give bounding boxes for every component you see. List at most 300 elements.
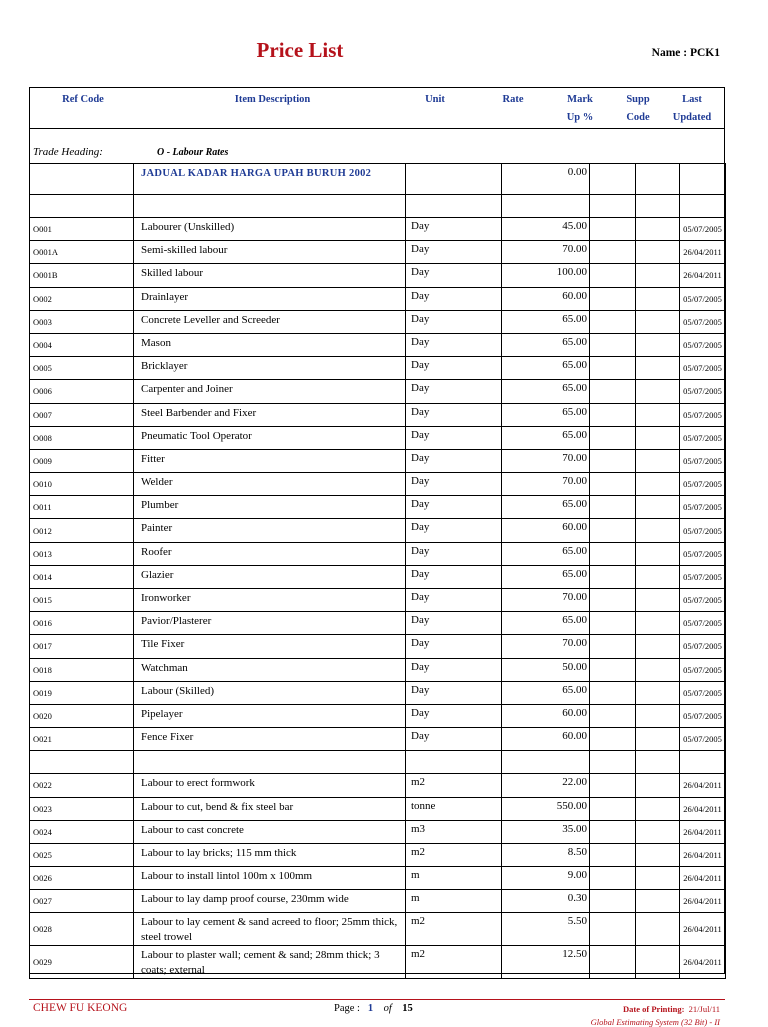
unit-cell: Day xyxy=(406,241,502,264)
mark-up-cell xyxy=(590,218,636,241)
rate-cell: 70.00 xyxy=(502,473,590,496)
table-row xyxy=(30,218,726,241)
supp-code-cell xyxy=(636,333,680,356)
rate-cell: 35.00 xyxy=(502,820,590,843)
mark-up-cell xyxy=(590,589,636,612)
unit-cell xyxy=(406,195,502,218)
col-supp-code xyxy=(617,91,659,127)
mark-up-cell xyxy=(590,751,636,774)
ref-code-cell: O001A xyxy=(30,241,134,264)
ref-code-cell: O015 xyxy=(30,589,134,612)
footer-date-value: 21/Jul/11 xyxy=(688,1004,720,1014)
description-cell: Labour (Skilled) xyxy=(134,681,406,704)
mark-up-cell xyxy=(590,357,636,380)
supp-code-cell xyxy=(636,820,680,843)
mark-up-cell xyxy=(590,658,636,681)
description-cell: Labour to install lintol 100m x 100mm xyxy=(134,867,406,890)
table-row xyxy=(30,658,726,681)
description-cell: Concrete Leveller and Screeder xyxy=(134,310,406,333)
last-updated-cell: 26/04/2011 xyxy=(680,890,726,913)
rate-cell xyxy=(502,195,590,218)
col-rate: Rate xyxy=(502,94,524,105)
last-updated-cell: 05/07/2005 xyxy=(680,357,726,380)
supp-code-cell xyxy=(636,426,680,449)
table-row xyxy=(30,946,726,979)
description-cell: Labour to erect formwork xyxy=(134,774,406,797)
description-cell: Fence Fixer xyxy=(134,728,406,751)
spacer-row xyxy=(30,751,726,774)
mark-up-cell xyxy=(590,913,636,946)
footer-page-label: Page : xyxy=(334,1003,360,1014)
description-cell: Labour to cut, bend & fix steel bar xyxy=(134,797,406,820)
rate-cell: 5.50 xyxy=(502,913,590,946)
table-row xyxy=(30,774,726,797)
col-last-updated-line1: Last xyxy=(682,94,702,105)
supp-code-cell xyxy=(636,589,680,612)
table-row xyxy=(30,820,726,843)
table-row xyxy=(30,797,726,820)
supp-code-cell xyxy=(636,519,680,542)
ref-code-cell: O020 xyxy=(30,704,134,727)
rate-cell: 60.00 xyxy=(502,728,590,751)
page-title: Price List xyxy=(256,38,344,62)
last-updated-cell: 05/07/2005 xyxy=(680,403,726,426)
mark-up-cell xyxy=(590,519,636,542)
mark-up-cell xyxy=(590,496,636,519)
table-row xyxy=(30,380,726,403)
trade-heading-value: O - Labour Rates xyxy=(157,147,229,158)
description-cell: JADUAL KADAR HARGA UPAH BURUH 2002 xyxy=(134,164,406,195)
unit-cell: Day xyxy=(406,635,502,658)
column-header xyxy=(29,87,725,129)
unit-cell: m3 xyxy=(406,820,502,843)
supp-code-cell xyxy=(636,473,680,496)
rate-cell: 70.00 xyxy=(502,241,590,264)
ref-code-cell: O001B xyxy=(30,264,134,287)
supp-code-cell xyxy=(636,946,680,979)
unit-cell: Day xyxy=(406,264,502,287)
rate-cell: 100.00 xyxy=(502,264,590,287)
supp-code-cell xyxy=(636,658,680,681)
unit-cell: Day xyxy=(406,310,502,333)
supp-code-cell xyxy=(636,565,680,588)
unit-cell: Day xyxy=(406,473,502,496)
supp-code-cell xyxy=(636,357,680,380)
table-row xyxy=(30,426,726,449)
description-cell: Pavior/Plasterer xyxy=(134,612,406,635)
mark-up-cell xyxy=(590,333,636,356)
ref-code-cell: O022 xyxy=(30,774,134,797)
last-updated-cell: 05/07/2005 xyxy=(680,380,726,403)
rate-cell: 0.00 xyxy=(502,164,590,195)
supp-code-cell xyxy=(636,635,680,658)
unit-cell: Day xyxy=(406,380,502,403)
table-row xyxy=(30,681,726,704)
mark-up-cell xyxy=(590,820,636,843)
supp-code-cell xyxy=(636,449,680,472)
mark-up-cell xyxy=(590,449,636,472)
unit-cell: m2 xyxy=(406,774,502,797)
mark-up-cell xyxy=(590,843,636,866)
unit-cell: Day xyxy=(406,612,502,635)
mark-up-cell xyxy=(590,797,636,820)
mark-up-cell xyxy=(590,867,636,890)
last-updated-cell: 05/07/2005 xyxy=(680,310,726,333)
table-row xyxy=(30,241,726,264)
rate-cell: 65.00 xyxy=(502,357,590,380)
ref-code-cell: O004 xyxy=(30,333,134,356)
rate-cell: 65.00 xyxy=(502,496,590,519)
ref-code-cell xyxy=(30,195,134,218)
col-item-description: Item Description xyxy=(234,94,311,105)
ref-code-cell: O008 xyxy=(30,426,134,449)
mark-up-cell xyxy=(590,164,636,195)
last-updated-cell: 05/07/2005 xyxy=(680,658,726,681)
table-row xyxy=(30,843,726,866)
table-row xyxy=(30,310,726,333)
unit-cell: Day xyxy=(406,589,502,612)
last-updated-cell: 05/07/2005 xyxy=(680,496,726,519)
footer-system: Global Estimating System (32 Bit) - II xyxy=(590,1017,720,1027)
table-row xyxy=(30,333,726,356)
col-ref-code: Ref Code xyxy=(62,94,104,105)
description-cell: Labour to lay damp proof course, 230mm wide xyxy=(134,890,406,913)
rate-cell: 65.00 xyxy=(502,380,590,403)
table-row xyxy=(30,612,726,635)
footer-print-date xyxy=(623,1004,720,1014)
supp-code-cell xyxy=(636,310,680,333)
description-cell: Labour to plaster wall; cement & sand; 28mm thick; 3 coats; external xyxy=(134,946,406,979)
description-cell: Ironworker xyxy=(134,589,406,612)
table-row xyxy=(30,449,726,472)
unit-cell xyxy=(406,751,502,774)
ref-code-cell: O005 xyxy=(30,357,134,380)
rate-cell: 22.00 xyxy=(502,774,590,797)
description-cell: Painter xyxy=(134,519,406,542)
col-last-updated xyxy=(668,91,716,127)
unit-cell: Day xyxy=(406,496,502,519)
ref-code-cell: O007 xyxy=(30,403,134,426)
ref-code-cell: O006 xyxy=(30,380,134,403)
description-cell: Bricklayer xyxy=(134,357,406,380)
unit-cell: Day xyxy=(406,333,502,356)
col-last-updated-line2: Updated xyxy=(672,112,712,123)
rate-cell: 65.00 xyxy=(502,403,590,426)
supp-code-cell xyxy=(636,164,680,195)
rate-cell: 12.50 xyxy=(502,946,590,979)
last-updated-cell: 05/07/2005 xyxy=(680,704,726,727)
ref-code-cell: O012 xyxy=(30,519,134,542)
ref-code-cell: O016 xyxy=(30,612,134,635)
supp-code-cell xyxy=(636,681,680,704)
unit-cell: Day xyxy=(406,426,502,449)
col-mark-up xyxy=(560,91,600,127)
supp-code-cell xyxy=(636,774,680,797)
supp-code-cell xyxy=(636,728,680,751)
mark-up-cell xyxy=(590,946,636,979)
description-cell: Semi-skilled labour xyxy=(134,241,406,264)
mark-up-cell xyxy=(590,612,636,635)
mark-up-cell xyxy=(590,473,636,496)
footer-page-total: 15 xyxy=(402,1003,413,1014)
description-cell: Labourer (Unskilled) xyxy=(134,218,406,241)
last-updated-cell: 05/07/2005 xyxy=(680,728,726,751)
col-mark-up-line2: Up % xyxy=(566,112,594,123)
description-cell: Watchman xyxy=(134,658,406,681)
col-supp-code-line2: Code xyxy=(626,112,650,123)
unit-cell: Day xyxy=(406,542,502,565)
supp-code-cell xyxy=(636,843,680,866)
last-updated-cell: 26/04/2011 xyxy=(680,774,726,797)
unit-cell: Day xyxy=(406,287,502,310)
ref-code-cell: O018 xyxy=(30,658,134,681)
rate-cell: 60.00 xyxy=(502,287,590,310)
unit-cell: Day xyxy=(406,658,502,681)
rate-cell: 65.00 xyxy=(502,565,590,588)
ref-code-cell: O021 xyxy=(30,728,134,751)
supp-code-cell xyxy=(636,890,680,913)
unit-cell: Day xyxy=(406,357,502,380)
description-cell: Steel Barbender and Fixer xyxy=(134,403,406,426)
table-row xyxy=(30,287,726,310)
table-row xyxy=(30,473,726,496)
description-cell: Skilled labour xyxy=(134,264,406,287)
table-row xyxy=(30,496,726,519)
ref-code-cell: O025 xyxy=(30,843,134,866)
rate-cell: 60.00 xyxy=(502,704,590,727)
last-updated-cell: 05/07/2005 xyxy=(680,333,726,356)
mark-up-cell xyxy=(590,704,636,727)
rate-cell xyxy=(502,751,590,774)
supp-code-cell xyxy=(636,612,680,635)
table-row xyxy=(30,589,726,612)
unit-cell: m2 xyxy=(406,843,502,866)
last-updated-cell: 05/07/2005 xyxy=(680,426,726,449)
unit-cell: m2 xyxy=(406,913,502,946)
ref-code-cell: O013 xyxy=(30,542,134,565)
mark-up-cell xyxy=(590,310,636,333)
mark-up-cell xyxy=(590,195,636,218)
description-cell: Pneumatic Tool Operator xyxy=(134,426,406,449)
last-updated-cell xyxy=(680,195,726,218)
last-updated-cell: 26/04/2011 xyxy=(680,264,726,287)
table-row xyxy=(30,728,726,751)
supp-code-cell xyxy=(636,218,680,241)
rate-cell: 70.00 xyxy=(502,635,590,658)
ref-code-cell: O026 xyxy=(30,867,134,890)
col-unit: Unit xyxy=(425,94,445,105)
unit-cell xyxy=(406,164,502,195)
unit-cell: Day xyxy=(406,449,502,472)
unit-cell: Day xyxy=(406,681,502,704)
footer-of-label: of xyxy=(383,1003,392,1014)
last-updated-cell: 05/07/2005 xyxy=(680,681,726,704)
table-row xyxy=(30,264,726,287)
supp-code-cell xyxy=(636,496,680,519)
mark-up-cell xyxy=(590,565,636,588)
ref-code-cell: O011 xyxy=(30,496,134,519)
last-updated-cell xyxy=(680,751,726,774)
footer-page-info xyxy=(334,1003,413,1014)
rate-cell: 65.00 xyxy=(502,542,590,565)
mark-up-cell xyxy=(590,635,636,658)
supp-code-cell xyxy=(636,287,680,310)
last-updated-cell: 05/07/2005 xyxy=(680,542,726,565)
ref-code-cell: O019 xyxy=(30,681,134,704)
name-label: Name : PCK1 xyxy=(651,47,720,59)
description-cell: Drainlayer xyxy=(134,287,406,310)
mark-up-cell xyxy=(590,403,636,426)
last-updated-cell: 05/07/2005 xyxy=(680,449,726,472)
supp-code-cell xyxy=(636,867,680,890)
description-cell xyxy=(134,751,406,774)
unit-cell: m xyxy=(406,867,502,890)
last-updated-cell: 26/04/2011 xyxy=(680,843,726,866)
rate-cell: 60.00 xyxy=(502,519,590,542)
spacer-row xyxy=(30,195,726,218)
supp-code-cell xyxy=(636,797,680,820)
last-updated-cell: 05/07/2005 xyxy=(680,473,726,496)
unit-cell: m xyxy=(406,890,502,913)
unit-cell: tonne xyxy=(406,797,502,820)
rate-cell: 65.00 xyxy=(502,426,590,449)
last-updated-cell: 26/04/2011 xyxy=(680,946,726,979)
last-updated-cell: 26/04/2011 xyxy=(680,820,726,843)
last-updated-cell: 05/07/2005 xyxy=(680,635,726,658)
supp-code-cell xyxy=(636,195,680,218)
rate-cell: 65.00 xyxy=(502,612,590,635)
ref-code-cell: O029 xyxy=(30,946,134,979)
last-updated-cell: 05/07/2005 xyxy=(680,612,726,635)
ref-code-cell: O014 xyxy=(30,565,134,588)
description-cell: Fitter xyxy=(134,449,406,472)
supp-code-cell xyxy=(636,264,680,287)
description-cell: Roofer xyxy=(134,542,406,565)
description-cell: Pipelayer xyxy=(134,704,406,727)
ref-code-cell xyxy=(30,164,134,195)
last-updated-cell: 05/07/2005 xyxy=(680,589,726,612)
last-updated-cell: 26/04/2011 xyxy=(680,867,726,890)
col-supp-code-line1: Supp xyxy=(626,94,650,105)
rate-cell: 9.00 xyxy=(502,867,590,890)
description-cell: Labour to lay bricks; 115 mm thick xyxy=(134,843,406,866)
supp-code-cell xyxy=(636,380,680,403)
ref-code-cell: O027 xyxy=(30,890,134,913)
price-table xyxy=(29,163,726,979)
mark-up-cell xyxy=(590,890,636,913)
rate-cell: 70.00 xyxy=(502,589,590,612)
last-updated-cell: 05/07/2005 xyxy=(680,287,726,310)
ref-code-cell: O001 xyxy=(30,218,134,241)
table-row xyxy=(30,357,726,380)
description-cell: Plumber xyxy=(134,496,406,519)
table-row xyxy=(30,704,726,727)
ref-code-cell: O028 xyxy=(30,913,134,946)
ref-code-cell: O017 xyxy=(30,635,134,658)
ref-code-cell: O002 xyxy=(30,287,134,310)
description-cell: Welder xyxy=(134,473,406,496)
last-updated-cell: 05/07/2005 xyxy=(680,519,726,542)
rate-cell: 65.00 xyxy=(502,681,590,704)
ref-code-cell xyxy=(30,751,134,774)
last-updated-cell: 26/04/2011 xyxy=(680,241,726,264)
mark-up-cell xyxy=(590,728,636,751)
description-cell: Mason xyxy=(134,333,406,356)
rate-cell: 70.00 xyxy=(502,449,590,472)
description-cell: Carpenter and Joiner xyxy=(134,380,406,403)
description-cell: Tile Fixer xyxy=(134,635,406,658)
table-row xyxy=(30,867,726,890)
mark-up-cell xyxy=(590,426,636,449)
mark-up-cell xyxy=(590,287,636,310)
last-updated-cell: 26/04/2011 xyxy=(680,797,726,820)
footer-page-number: 1 xyxy=(367,1003,374,1014)
footer-date-label: Date of Printing: xyxy=(623,1004,685,1014)
footer-divider xyxy=(29,999,725,1000)
last-updated-cell xyxy=(680,164,726,195)
ref-code-cell: O024 xyxy=(30,820,134,843)
unit-cell: Day xyxy=(406,728,502,751)
rate-cell: 65.00 xyxy=(502,333,590,356)
last-updated-cell: 05/07/2005 xyxy=(680,565,726,588)
table-row xyxy=(30,403,726,426)
unit-cell: Day xyxy=(406,218,502,241)
table-row xyxy=(30,519,726,542)
table-row xyxy=(30,913,726,946)
mark-up-cell xyxy=(590,681,636,704)
supp-code-cell xyxy=(636,751,680,774)
unit-cell: m2 xyxy=(406,946,502,979)
mark-up-cell xyxy=(590,264,636,287)
unit-cell: Day xyxy=(406,565,502,588)
trade-heading-label: Trade Heading: xyxy=(33,146,103,158)
last-updated-cell: 05/07/2005 xyxy=(680,218,726,241)
supp-code-cell xyxy=(636,241,680,264)
description-cell xyxy=(134,195,406,218)
ref-code-cell: O009 xyxy=(30,449,134,472)
description-cell: Glazier xyxy=(134,565,406,588)
table-row xyxy=(30,890,726,913)
mark-up-cell xyxy=(590,542,636,565)
ref-code-cell: O010 xyxy=(30,473,134,496)
supp-code-cell xyxy=(636,403,680,426)
description-cell: Labour to lay cement & sand acreed to floor; 25mm thick, steel trowel xyxy=(134,913,406,946)
rate-cell: 50.00 xyxy=(502,658,590,681)
unit-cell: Day xyxy=(406,704,502,727)
ref-code-cell: O023 xyxy=(30,797,134,820)
supp-code-cell xyxy=(636,704,680,727)
col-mark-up-line1: Mark xyxy=(567,94,593,105)
mark-up-cell xyxy=(590,380,636,403)
footer-author: CHEW FU KEONG xyxy=(33,1002,128,1014)
rate-cell: 0.30 xyxy=(502,890,590,913)
rate-cell: 65.00 xyxy=(502,310,590,333)
table-row xyxy=(30,542,726,565)
rate-cell: 8.50 xyxy=(502,843,590,866)
ref-code-cell: O003 xyxy=(30,310,134,333)
table-row xyxy=(30,635,726,658)
mark-up-cell xyxy=(590,241,636,264)
section-heading-row xyxy=(30,164,726,195)
description-cell: Labour to cast concrete xyxy=(134,820,406,843)
rate-cell: 45.00 xyxy=(502,218,590,241)
mark-up-cell xyxy=(590,774,636,797)
supp-code-cell xyxy=(636,913,680,946)
last-updated-cell: 26/04/2011 xyxy=(680,913,726,946)
unit-cell: Day xyxy=(406,519,502,542)
table-row xyxy=(30,565,726,588)
unit-cell: Day xyxy=(406,403,502,426)
